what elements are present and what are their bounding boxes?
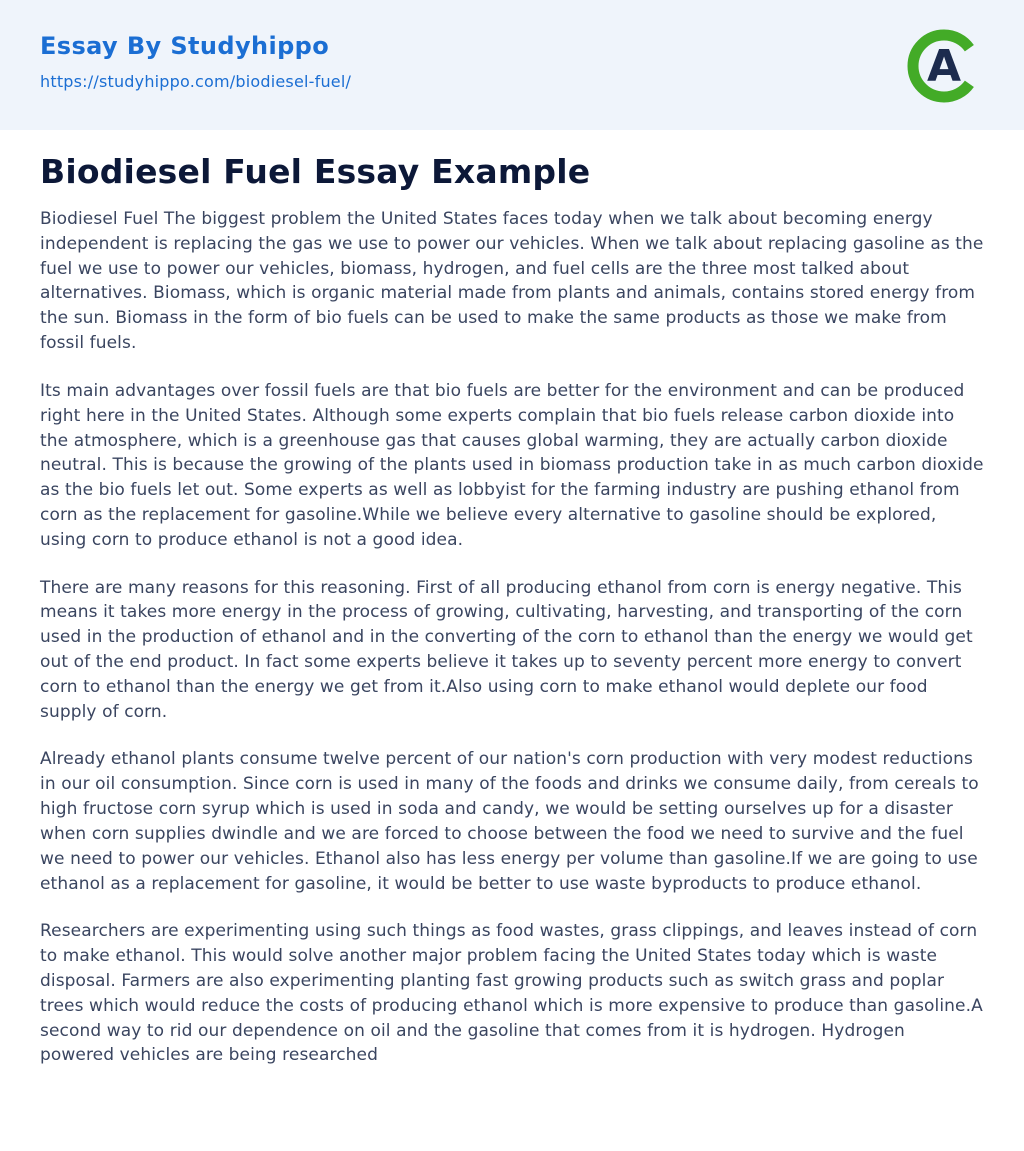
header-text-block (40, 26, 351, 91)
studyhippo-logo-icon (904, 26, 984, 106)
essay-paragraph-3: There are many reasons for this reasoning. First of all producing ethanol from corn is energy negative. This means it takes more energy in the process of growing, cultivating, harvesting, and transporting of the corn used in the production of ethanol and in the converting of the corn to ethanol than the energy we would get out of the end product. In fact some experts believe it takes up to seventy percent more energy to convert corn to ethanol than the energy we get from it.Also using corn to make ethanol would deplete our food supply of corn. (40, 577, 973, 722)
essay-paragraph-5: Researchers are experimenting using such things as food wastes, grass clippings, and leaves instead of corn to make ethanol. This would solve another major problem facing the United States today which is waste disposal. Farmers are also experimenting planting fast growing products such as switch grass and poplar trees which would reduce the costs of producing ethanol which is more expensive to produce than gasoline.A second way to rid our dependence on oil and the gasoline that comes from it is hydrogen. Hydrogen powered vehicles are being researched (40, 921, 983, 1066)
page-header (0, 0, 1024, 130)
studyhippo-logo[interactable] (904, 26, 984, 106)
essay-paragraph-2: Its main advantages over fossil fuels are that bio fuels are better for the environment and can be produced right here in the United States. Although some experts complain that bio fuels release carbon dioxide into the atmosphere, which is a greenhouse gas that causes global warming, they are actually carbon dioxide neutral. This is because the growing of the plants used in biomass production take in as much carbon dioxide as the bio fuels let out. Some experts as well as lobbyist for the farming industry are pushing ethanol from corn as the replacement for gasoline.While we believe every alternative to gasoline should be explored, using corn to produce ethanol is not a good idea. (40, 380, 984, 550)
site-title: Essay By Studyhippo (40, 32, 330, 60)
essay-title: Biodiesel Fuel Essay Example (40, 152, 591, 191)
page-url-link[interactable]: https://studyhippo.com/biodiesel-fuel/ (40, 72, 352, 91)
essay-content (0, 130, 1024, 1151)
logo-letter: A (926, 41, 962, 92)
essay-paragraph-1: Biodiesel Fuel The biggest problem the United States faces today when we talk about becoming energy independent is replacing the gas we use to power our vehicles. When we talk about replacing gasoline as the fuel we use to power our vehicles, biomass, hydrogen, and fuel cells are the three most talked about alternatives. Biomass, which is organic material made from plants and animals, contains stored energy from the sun. Biomass in the form of bio fuels can be used to make the same products as those we make from fossil fuels. (40, 209, 984, 354)
essay-paragraph-4: Already ethanol plants consume twelve percent of our nation's corn production with very modest reductions in our oil consumption. Since corn is used in many of the foods and drinks we consume daily, from cereals to high fructose corn syrup which is used in soda and candy, we would be setting ourselves up for a disaster when corn supplies dwindle and we are forced to choose between the food we need to survive and the fuel we need to power our vehicles. Ethanol also has less energy per volume than gasoline.If we are going to use ethanol as a replacement for gasoline, it would be better to use waste byproducts to produce ethanol. (40, 749, 979, 894)
